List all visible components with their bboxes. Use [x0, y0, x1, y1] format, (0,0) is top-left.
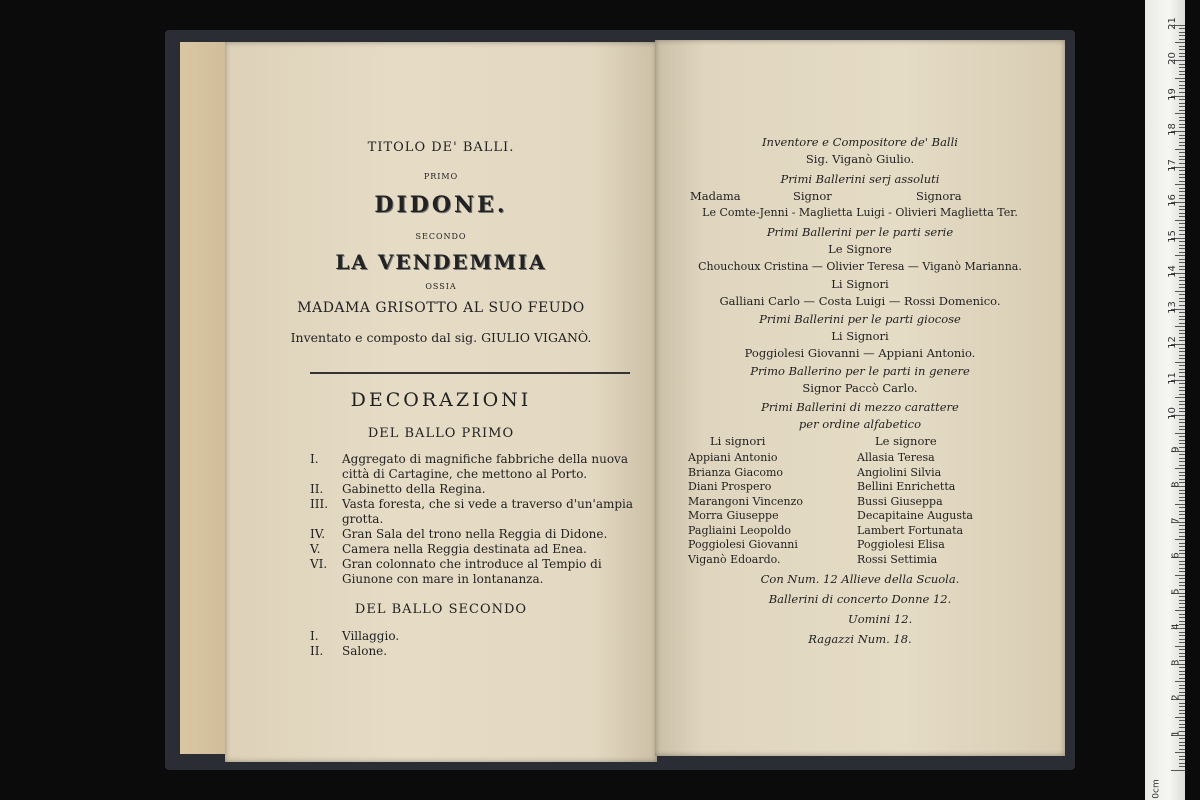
ossia-label: OSSIA: [425, 282, 457, 291]
ruler-tick: [1179, 298, 1185, 299]
ruler-tick: [1179, 390, 1185, 391]
parti-giocose-heading: Primi Ballerini per le parti giocose: [759, 312, 961, 326]
ruler-tick: [1179, 536, 1185, 537]
ruler-tick: [1179, 766, 1185, 767]
ruler-tick: [1175, 539, 1185, 540]
ruler-tick: [1179, 411, 1185, 412]
ballo-primo-heading: DEL BALLO PRIMO: [367, 426, 515, 441]
ruler-tick: [1179, 585, 1185, 586]
ruler-tick: [1179, 312, 1185, 313]
list-item: Lambert Fortunata: [857, 523, 964, 537]
ruler-tick: [1179, 429, 1185, 430]
ruler-tick: [1179, 653, 1185, 654]
ruler-tick: [1179, 64, 1185, 65]
inventore-name: Sig. Viganò Giulio.: [805, 152, 915, 166]
ruler-tick: [1179, 348, 1185, 349]
ruler-tick: [1179, 525, 1185, 526]
list-item: Brianza Giacomo: [688, 465, 784, 479]
secondo-label: SECONDO: [415, 232, 467, 241]
mezzo-carattere-heading: Primi Ballerini di mezzo carattere: [761, 400, 959, 414]
ruler-label: 20: [1167, 52, 1179, 65]
ruler-label: 4: [1170, 623, 1182, 630]
ragazzi-line: Ragazzi Num. 18.: [808, 632, 912, 646]
primo-label: PRIMO: [423, 172, 459, 181]
ruler-label: 17: [1167, 158, 1179, 172]
list-item: II. Salone.: [310, 644, 388, 658]
ruler-tick: [1175, 575, 1185, 576]
decorazioni-heading: DECORAZIONI: [350, 389, 532, 411]
ruler-tick: [1179, 56, 1185, 57]
ruler-tick: [1179, 745, 1185, 746]
ruler-tick: [1179, 53, 1185, 54]
ruler-tick: [1179, 117, 1185, 118]
list-item: Poggiolesi Elisa: [857, 538, 945, 551]
ruler-tick: [1179, 198, 1185, 199]
ruler-label: 15: [1167, 229, 1179, 243]
list-item: Decapitaine Augusta: [857, 509, 973, 522]
ruler-tick: [1179, 145, 1185, 146]
list-item: Diani Prospero: [688, 480, 772, 493]
ruler-tick: [1179, 568, 1185, 569]
ruler-tick: [1179, 49, 1185, 50]
ruler-tick: [1171, 770, 1185, 771]
ruler-tick: [1179, 67, 1185, 68]
list-item: Pagliaini Leopoldo: [688, 523, 792, 537]
ruler-tick: [1179, 436, 1185, 437]
list-item: Angiolini Silvia: [857, 465, 942, 479]
list-item: Appiani Antonio: [688, 451, 778, 464]
ruler-label: 18: [1167, 123, 1179, 136]
ruler-tick: [1179, 596, 1185, 597]
ruler-tick: [1175, 291, 1185, 292]
col-left-names: [688, 451, 803, 567]
ruler-tick: [1179, 170, 1185, 171]
le-signore-label: Le Signore: [828, 242, 892, 256]
ruler-label: 12: [1167, 336, 1179, 349]
genere-name: Signor Paccò Carlo.: [802, 381, 918, 395]
ruler-tick: [1175, 468, 1185, 469]
list-item: II. Gabinetto della Regina.: [310, 482, 486, 496]
ruler-tick: [1179, 738, 1185, 739]
title-signor: Signor: [793, 189, 832, 203]
ruler-tick: [1179, 280, 1185, 281]
ruler-tick: [1179, 632, 1185, 633]
list-item: Rossi Settimia: [857, 552, 938, 566]
ruler-tick: [1175, 326, 1185, 327]
ruler-tick: [1179, 532, 1185, 533]
ruler-tick: [1179, 163, 1185, 164]
ruler-tick: [1179, 262, 1185, 263]
ruler-tick: [1179, 191, 1185, 192]
ruler-tick: [1175, 220, 1185, 221]
ruler-tick: [1179, 635, 1185, 636]
ruler-tick: [1179, 422, 1185, 423]
ruler-tick: [1179, 159, 1185, 160]
ballo-secondo-list: [310, 629, 645, 659]
ruler-tick: [1179, 582, 1185, 583]
ruler-label: 19: [1167, 87, 1179, 101]
ruler-tick: [1179, 206, 1185, 207]
ruler-tick: [1179, 259, 1185, 260]
ruler-tick: [1179, 230, 1185, 231]
ruler-tick: [1175, 646, 1185, 647]
ruler-tick: [1179, 28, 1185, 29]
ruler-label: 5: [1170, 587, 1182, 595]
ruler-tick: [1179, 546, 1185, 547]
ruler-tick: [1179, 152, 1185, 153]
ruler-tick: [1179, 383, 1185, 384]
concerto-line: Ballerini di concerto Donne 12.: [768, 592, 952, 606]
ruler-label: 13: [1167, 300, 1179, 314]
page-title: TITOLO DE' BALLI.: [367, 140, 515, 155]
ruler-tick: [1179, 351, 1185, 352]
ruler-tick: [1179, 142, 1185, 143]
ruler-tick: [1179, 703, 1185, 704]
list-item: Allasia Teresa: [857, 451, 935, 464]
ruler-tick: [1179, 685, 1185, 686]
ballo-subtitle: MADAMA GRISOTTO AL SUO FEUDO: [297, 300, 585, 316]
ruler-tick: [1179, 340, 1185, 341]
ruler-tick: [1179, 543, 1185, 544]
ruler-tick: [1179, 571, 1185, 572]
ruler-tick: [1179, 376, 1185, 377]
ruler-tick: [1179, 408, 1185, 409]
ruler-tick: [1179, 85, 1185, 86]
ruler-tick: [1179, 39, 1185, 40]
ruler-tick: [1179, 394, 1185, 395]
ruler-tick: [1179, 227, 1185, 228]
ruler-tick: [1179, 135, 1185, 136]
ruler-tick: [1179, 756, 1185, 757]
list-item: Bussi Giuseppa: [857, 494, 943, 508]
ruler-unit-label: 0cm: [1151, 779, 1162, 799]
ruler-tick: [1179, 497, 1185, 498]
ruler-tick: [1179, 32, 1185, 33]
ruler-tick: [1179, 419, 1185, 420]
left-page: [225, 42, 657, 762]
ruler-tick: [1179, 656, 1185, 657]
ruler-tick: [1179, 404, 1185, 405]
ruler-tick: [1179, 458, 1185, 459]
ruler-tick: [1179, 387, 1185, 388]
ruler-tick: [1179, 103, 1185, 104]
ruler-tick: [1179, 234, 1185, 235]
ruler-tick: [1179, 674, 1185, 675]
ruler-tick: [1179, 454, 1185, 455]
ruler-tick: [1179, 763, 1185, 764]
ruler-tick: [1179, 124, 1185, 125]
names-serj: Le Comte-Jenni - Maglietta Luigi - Olivieri Maglietta Ter.: [702, 206, 1018, 219]
ruler-tick: [1179, 106, 1185, 107]
ballo-primo-title: DIDONE.: [374, 192, 508, 218]
ruler-tick: [1179, 621, 1185, 622]
ruler-tick: [1179, 92, 1185, 93]
ruler-tick: [1179, 213, 1185, 214]
ruler-label: 9: [1170, 445, 1182, 453]
ruler-tick: [1179, 561, 1185, 562]
ballo-primo-list: [310, 452, 645, 587]
ruler-tick: [1179, 564, 1185, 565]
ruler-tick: [1179, 529, 1185, 530]
list-item: Marangoni Vincenzo: [688, 494, 804, 508]
ruler-tick: [1179, 287, 1185, 288]
li-signori-label: Li Signori: [831, 277, 889, 291]
right-page: [655, 40, 1065, 756]
ruler-tick: [1179, 671, 1185, 672]
ruler-tick: [1179, 667, 1185, 668]
ruler-tick: [1179, 706, 1185, 707]
ruler-tick: [1179, 209, 1185, 210]
ruler-tick: [1179, 35, 1185, 36]
li-signori-label-2: Li Signori: [831, 329, 889, 343]
list-item: I. Villaggio.: [310, 629, 400, 643]
ruler-tick: [1179, 99, 1185, 100]
ruler-tick: [1179, 727, 1185, 728]
ruler-tick: [1179, 316, 1185, 317]
ruler-label: 3: [1170, 658, 1182, 666]
ruler-tick: [1179, 617, 1185, 618]
ruler-tick: [1179, 578, 1185, 579]
ruler-label: 21: [1167, 16, 1179, 30]
ruler-tick: [1179, 120, 1185, 121]
ruler-tick: [1179, 507, 1185, 508]
ruler-tick: [1179, 269, 1185, 270]
ruler-tick: [1175, 681, 1185, 682]
ruler-tick: [1179, 181, 1185, 182]
ruler-tick: [1179, 245, 1185, 246]
ruler-tick: [1179, 639, 1185, 640]
ruler-tick: [1179, 490, 1185, 491]
list-item: IV. Gran Sala del trono nella Reggia di Didone.: [310, 527, 608, 541]
ruler-tick: [1175, 42, 1185, 43]
col-right-head: Le signore: [875, 434, 937, 448]
ruler-tick: [1179, 188, 1185, 189]
ruler-label: 11: [1167, 371, 1179, 385]
ruler-tick: [1179, 277, 1185, 278]
ruler-label: 16: [1167, 194, 1179, 207]
ruler-tick: [1179, 177, 1185, 178]
ruler-tick: [1179, 607, 1185, 608]
ruler-tick: [1179, 688, 1185, 689]
ruler-tick: [1179, 216, 1185, 217]
ruler-tick: [1179, 355, 1185, 356]
ruler-tick: [1179, 323, 1185, 324]
ruler-tick: [1179, 600, 1185, 601]
credit-line: Inventato e composto dal sig. GIULIO VIGANÒ.: [290, 330, 592, 345]
ruler-tick: [1179, 138, 1185, 139]
ruler-tick: [1179, 248, 1185, 249]
list-item: VI. Gran colonnato che introduce al Tempio di Giunone con mare in lontananza.: [310, 557, 602, 586]
ruler-tick: [1179, 241, 1185, 242]
ruler-label: 8: [1170, 481, 1182, 488]
list-item: Bellini Enrichetta: [857, 480, 956, 493]
parti-serie-heading: Primi Ballerini per le parti serie: [766, 225, 954, 239]
ruler-tick: [1179, 74, 1185, 75]
ruler-label: 14: [1167, 265, 1179, 278]
ballo-secondo-title: LA VENDEMMIA: [335, 250, 547, 274]
ruler-tick: [1179, 305, 1185, 306]
ruler-tick: [1179, 514, 1185, 515]
ruler-tick: [1179, 603, 1185, 604]
ruler-tick: [1179, 649, 1185, 650]
ruler-tick: [1175, 362, 1185, 363]
signori-giocose: Poggiolesi Giovanni — Appiani Antonio.: [744, 346, 976, 360]
ruler-label: 10: [1167, 407, 1179, 420]
ruler-label: 6: [1170, 552, 1182, 559]
ruler-tick: [1179, 88, 1185, 89]
ruler-tick: [1179, 475, 1185, 476]
ruler-tick: [1179, 46, 1185, 47]
primi-serj-heading: Primi Ballerini serj assoluti: [780, 172, 940, 186]
ruler-tick: [1179, 426, 1185, 427]
ruler-tick: [1175, 255, 1185, 256]
list-item: Viganò Edoardo.: [688, 552, 781, 566]
list-item: I. Aggregato di magnifiche fabbriche della nuova città di Cartagine, che mettono al Porto.: [310, 452, 628, 481]
ruler-tick: [1179, 301, 1185, 302]
ruler-tick: [1179, 401, 1185, 402]
ruler-tick: [1179, 81, 1185, 82]
list-item: III. Vasta foresta, che si vede a traverso d'un'ampia grotta.: [310, 497, 634, 526]
title-signora: Signora: [916, 189, 962, 203]
ruler-tick: [1179, 720, 1185, 721]
ruler-tick: [1179, 266, 1185, 267]
ruler-label: 1: [1170, 729, 1182, 737]
ruler-tick: [1179, 465, 1185, 466]
ruler-tick: [1179, 110, 1185, 111]
ruler-tick: [1179, 443, 1185, 444]
ruler-tick: [1175, 433, 1185, 434]
ruler-tick: [1179, 195, 1185, 196]
ruler-tick: [1175, 149, 1185, 150]
ruler-tick: [1179, 319, 1185, 320]
ruler-tick: [1179, 330, 1185, 331]
col-right-names: [857, 451, 973, 567]
ruler-tick: [1179, 440, 1185, 441]
ruler-tick: [1179, 493, 1185, 494]
ruler-tick: [1179, 642, 1185, 643]
parti-genere-heading: Primo Ballerino per le parti in genere: [750, 364, 970, 378]
ruler-tick: [1175, 504, 1185, 505]
ruler-tick: [1175, 113, 1185, 114]
ruler-tick: [1179, 174, 1185, 175]
inventore-heading: Inventore e Compositore de' Balli: [762, 135, 958, 149]
ruler-tick: [1179, 223, 1185, 224]
list-item: Poggiolesi Giovanni: [688, 538, 798, 551]
ruler-tick: [1175, 78, 1185, 79]
ruler-tick: [1179, 500, 1185, 501]
ruler-tick: [1179, 742, 1185, 743]
ruler-label: 7: [1170, 516, 1182, 524]
ruler-tick: [1179, 692, 1185, 693]
ruler-tick: [1175, 717, 1185, 718]
ruler-tick: [1179, 749, 1185, 750]
ruler-tick: [1179, 511, 1185, 512]
col-left-head: Li signori: [710, 434, 766, 448]
ruler-tick: [1175, 610, 1185, 611]
ruler-tick: [1179, 127, 1185, 128]
ruler-tick: [1179, 550, 1185, 551]
divider-rule: [310, 372, 630, 374]
ballo-secondo-heading: DEL BALLO SECONDO: [354, 602, 528, 617]
ruler-tick: [1179, 372, 1185, 373]
measurement-ruler: [1145, 0, 1185, 800]
ruler-tick: [1179, 358, 1185, 359]
ruler-tick: [1179, 284, 1185, 285]
ruler-tick: [1179, 333, 1185, 334]
title-madama: Madama: [690, 189, 741, 203]
ruler-tick: [1179, 759, 1185, 760]
ruler-tick: [1179, 710, 1185, 711]
list-item: Morra Giuseppe: [688, 509, 779, 522]
ruler-label: 2: [1170, 694, 1182, 701]
ruler-tick: [1179, 724, 1185, 725]
ordine-line: per ordine alfabetico: [798, 417, 922, 431]
signore-serie: Chouchoux Cristina — Olivier Teresa — Viganò Marianna.: [698, 260, 1022, 273]
ruler-tick: [1179, 614, 1185, 615]
ruler-tick: [1175, 184, 1185, 185]
ruler-tick: [1179, 337, 1185, 338]
uomini-line: Uomini 12.: [848, 612, 913, 626]
ruler-tick: [1179, 156, 1185, 157]
ruler-tick: [1179, 369, 1185, 370]
ruler-tick: [1179, 713, 1185, 714]
ruler-tick: [1179, 365, 1185, 366]
list-item: V. Camera nella Reggia destinata ad Enea.: [310, 542, 587, 556]
ruler-tick: [1179, 678, 1185, 679]
ruler-tick: [1175, 397, 1185, 398]
ruler-tick: [1179, 479, 1185, 480]
ruler-tick: [1179, 472, 1185, 473]
allieve-line: Con Num. 12 Allieve della Scuola.: [760, 572, 960, 586]
signori-serie: Galliani Carlo — Costa Luigi — Rossi Domenico.: [719, 294, 1001, 308]
ruler-tick: [1179, 71, 1185, 72]
ruler-tick: [1179, 294, 1185, 295]
ruler-tick: [1175, 752, 1185, 753]
ruler-tick: [1179, 461, 1185, 462]
ruler-tick: [1179, 252, 1185, 253]
